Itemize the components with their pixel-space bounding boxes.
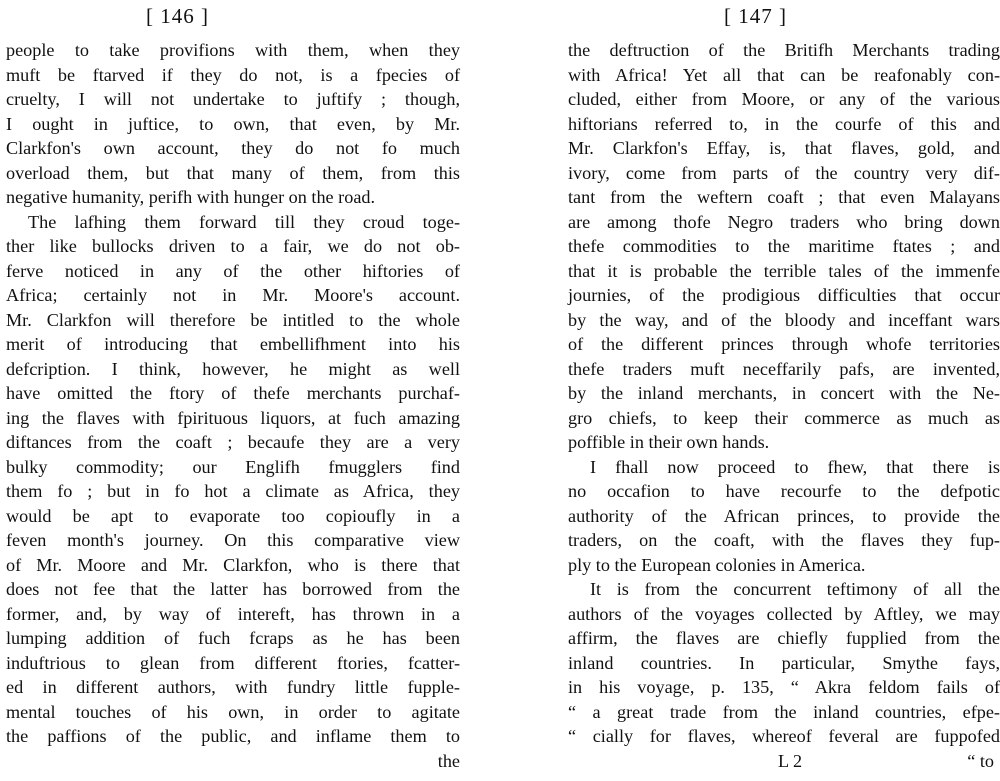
text-line: that it is probable the terrible tales of the immenfe — [568, 260, 1000, 281]
text-block — [568, 38, 1000, 773]
text-line: ply to the European colonies in America. — [568, 554, 866, 575]
text-line: journies, of the prodigious difficulties that occur — [568, 285, 1000, 305]
text-line: would be apt to evaporate too copioufly in a — [6, 505, 460, 526]
text-line: people to take provifions with them, when they — [6, 40, 460, 60]
text-line: diftances from the coaft ; becaufe they are a very — [6, 432, 460, 452]
text-line: cruelty, I will not undertake to juftify ; though, — [6, 89, 460, 109]
text-line: negative humanity, perifh with hunger on the road. — [6, 187, 376, 207]
text-line: affirm, the flaves are chiefly fupplied from the — [568, 628, 1000, 648]
text-line: thefe traders muft neceffarily pafs, are invented, — [568, 358, 1000, 379]
text-line: defcription. I think, however, he might as well — [6, 358, 460, 379]
page-number: [ 146 ] — [146, 4, 209, 28]
text-line: feven month's journey. On this comparative view — [6, 530, 460, 550]
text-line: hiftorians referred to, in the courfe of this and — [568, 113, 1000, 134]
text-line: gro chiefs, to keep their commerce as much as — [568, 407, 1000, 428]
text-line: are among thofe Negro traders who bring down — [568, 211, 1000, 232]
text-line: by the inland merchants, in concert with the Ne- — [568, 383, 1000, 403]
text-line: lumping addition of fuch fcraps as he has been — [6, 628, 460, 648]
text-line: Mr. Clarkfon will therefore be intitled to the whole — [6, 309, 460, 330]
text-line: them fo ; but in fo hot a climate as Africa, they — [6, 481, 460, 501]
text-line: authors of the voyages collected by Aftley, we may — [568, 603, 1000, 624]
text-line: Mr. Clarkfon's Effay, is, that flaves, gold, and — [568, 138, 1000, 158]
text-line: merit of introducing that embellifhment into his — [6, 334, 460, 354]
text-line: induftrious to glean from different ftories, fcatter- — [6, 652, 460, 673]
text-line: the deftruction of the Britifh Merchants trading — [568, 40, 1000, 60]
text-line: Clarkfon's own account, they do not fo much — [6, 138, 460, 158]
text-line: It is from the concurrent teftimony of all the — [590, 579, 1000, 599]
text-line: overload them, but that many of them, from this — [6, 162, 460, 183]
text-line: “ a great trade from the inland countries, efpe- — [568, 701, 1000, 722]
text-line: mental touches of his own, in order to agitate — [6, 701, 460, 722]
right-page — [540, 0, 1000, 781]
text-line: ed in different authors, with fundry little fupple- — [6, 677, 460, 697]
text-line: traders, on the coaft, with the flaves they fup- — [568, 530, 1000, 550]
text-line: of Mr. Moore and Mr. Clarkfon, who is there that — [6, 554, 460, 575]
text-line: of the different princes through whofe territories — [568, 334, 1000, 354]
text-line: I fhall now proceed to fhew, that there is — [590, 456, 1000, 477]
text-line: have omitted the ftory of thefe merchants purchaf- — [6, 383, 460, 403]
text-line: ferve noticed in any of the other hiftories of — [6, 260, 460, 281]
text-line: Africa; certainly not in Mr. Moore's account. — [6, 285, 460, 305]
page-footer — [568, 749, 1000, 773]
page-number: [ 147 ] — [724, 4, 787, 28]
text-line: ing the flaves with fpirituous liquors, at fuch amazing — [6, 407, 460, 428]
text-line: muft be ftarved if they do not, is a fpecies of — [6, 64, 460, 85]
text-line: authority of the African princes, to provide the — [568, 505, 1000, 526]
text-line: by the way, and of the bloody and inceffant wars — [568, 309, 1000, 330]
text-block — [6, 38, 460, 773]
text-line: cluded, either from Moore, or any of the various — [568, 89, 1000, 109]
text-line: I ought in juftice, to own, that even, by Mr. — [6, 113, 460, 134]
signature-mark: L 2 — [778, 750, 803, 771]
text-line: former, and, by way of intereft, has thrown in a — [6, 603, 460, 624]
text-line: ivory, come from parts of the country very dif- — [568, 162, 1000, 183]
text-line: the — [437, 750, 460, 771]
text-line: does not fee that the latter has borrowed from the — [6, 579, 460, 599]
text-line: The lafhing them forward till they croud toge- — [28, 211, 460, 232]
catchword: “ to — [967, 750, 994, 771]
text-line: tant from the weftern coaft ; that even Malayans — [568, 187, 1000, 207]
text-line: “ cially for flaves, whereof feveral are fuppofed — [568, 726, 1000, 746]
text-line: poffible in their own hands. — [568, 432, 770, 452]
text-line: with Africa! Yet all that can be reafonably con- — [568, 64, 1000, 85]
text-line: the paffions of the public, and inflame them to — [6, 726, 460, 746]
text-line: thefe commodities to the maritime ftates ; and — [568, 236, 1000, 256]
text-line: no occafion to have recourfe to the defpotic — [568, 481, 1000, 501]
text-line: ther like bullocks driven to a fair, we do not ob- — [6, 236, 460, 256]
text-line: bulky commodity; our Englifh fmugglers find — [6, 456, 460, 477]
text-line: in his voyage, p. 135, “ Akra feldom fails of — [568, 677, 1000, 697]
left-page — [0, 0, 470, 781]
text-line: inland countries. In particular, Smythe fays, — [568, 652, 1000, 673]
